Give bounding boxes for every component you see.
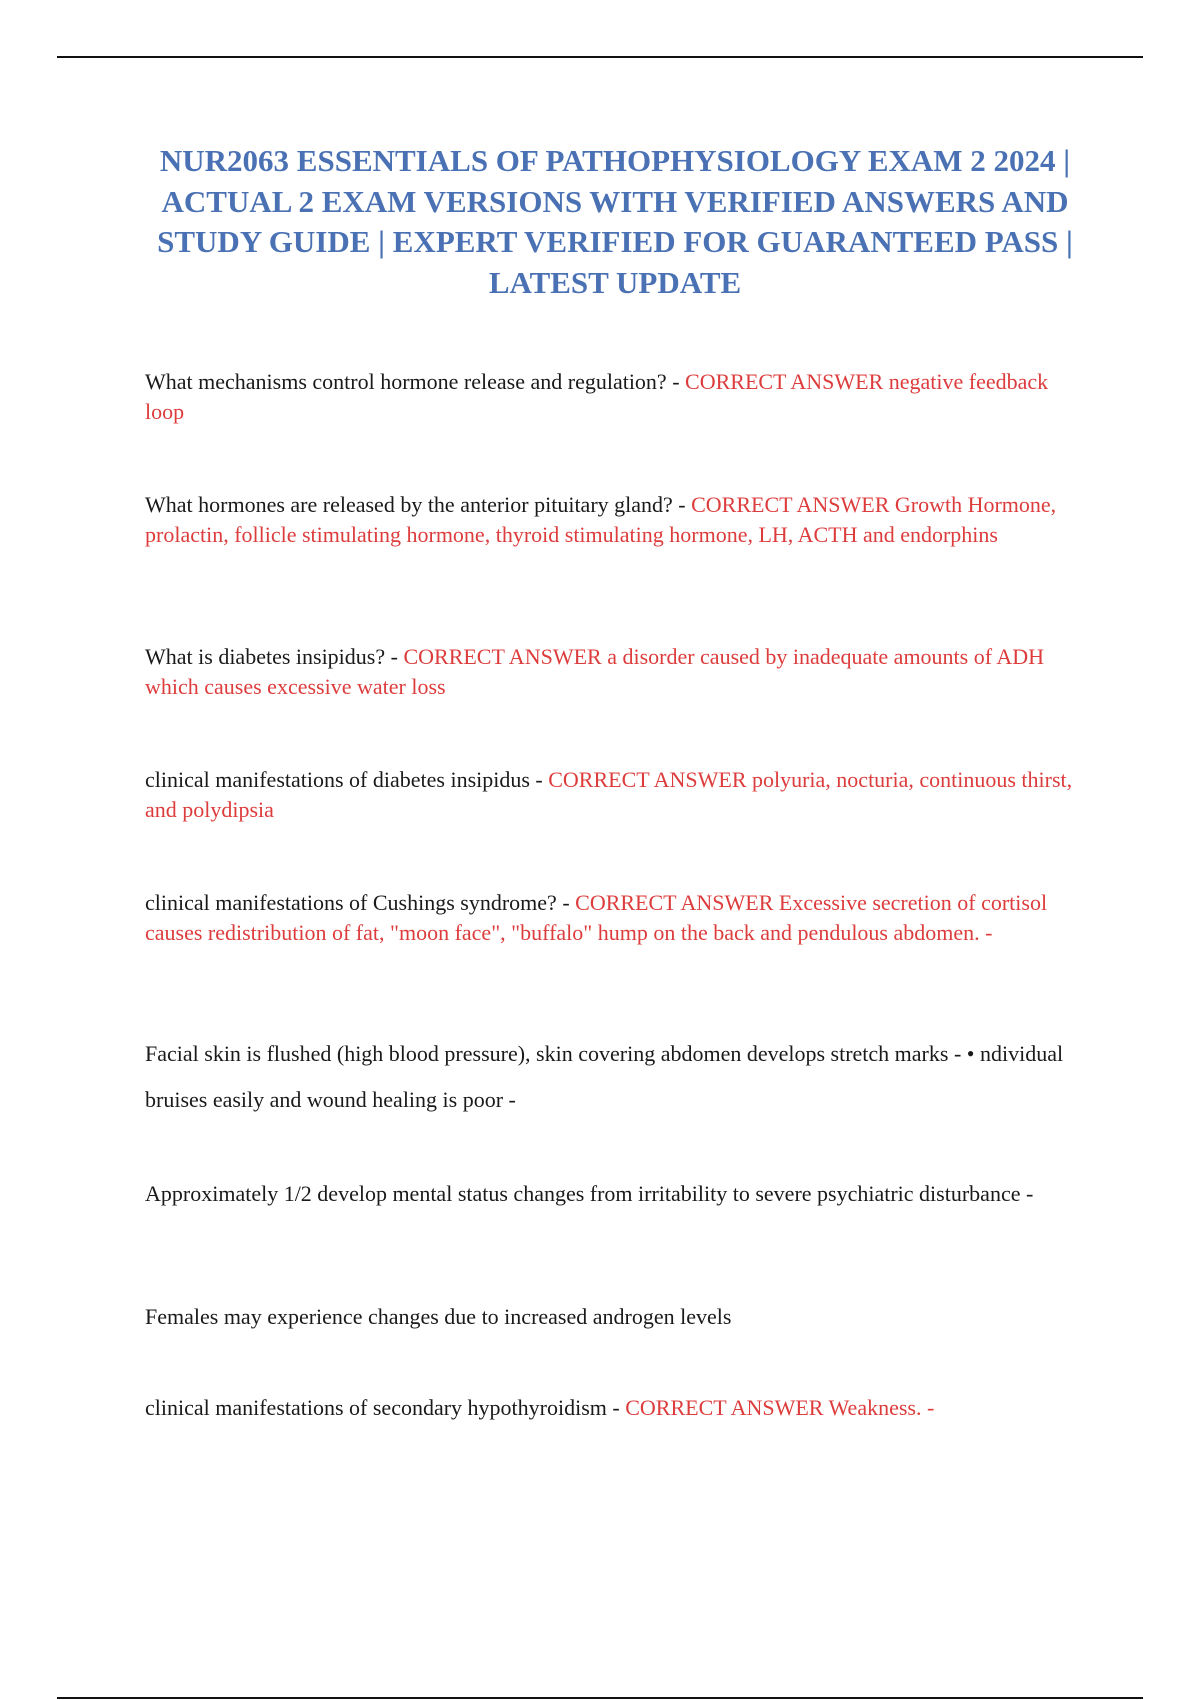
bottom-rule [57, 1697, 1143, 1699]
question-text: What is diabetes insipidus? - [145, 644, 404, 669]
qa-item-2 [145, 490, 1090, 550]
answer-text: CORRECT ANSWER polyuria, nocturia, continuous thirst, and polydipsia [145, 767, 1073, 822]
qa-item-9 [145, 1393, 1090, 1423]
qa-item-3 [145, 642, 1090, 702]
question-text: clinical manifestations of Cushings syndrome? - [145, 890, 576, 915]
answer-text: CORRECT ANSWER a disorder caused by inadequate amounts of ADH which causes excessive water loss [145, 644, 1045, 699]
question-text: Females may experience changes due to increased androgen levels [145, 1304, 732, 1329]
answer-text: CORRECT ANSWER negative feedback loop [145, 369, 1049, 424]
document-title: NUR2063 ESSENTIALS OF PATHOPHYSIOLOGY EXAM 2 2024 | ACTUAL 2 EXAM VERSIONS WITH VERIFIED ANSWERS AND STUDY GUIDE | EXPERT VERIFIED FOR GUARANTEED PASS | LATEST UPDATE [157, 143, 1073, 300]
question-text: What hormones are released by the anterior pituitary gland? - [145, 492, 692, 517]
qa-item-4 [145, 765, 1090, 825]
question-text: clinical manifestations of diabetes insipidus - [145, 767, 549, 792]
answer-text: CORRECT ANSWER Excessive secretion of cortisol causes redistribution of fat, "moon face", "buffalo" hump on the back and pendulous abdomen. - [145, 890, 1048, 945]
qa-item-1 [145, 367, 1090, 427]
qa-item-8 [145, 1302, 1090, 1332]
question-text: Approximately 1/2 develop mental status changes from irritability to severe psychiatric disturbance - [145, 1181, 1034, 1206]
answer-text: CORRECT ANSWER Weakness. - [625, 1395, 935, 1420]
answer-text: CORRECT ANSWER Growth Hormone, prolactin, follicle stimulating hormone, thyroid stimulating hormone, LH, ACTH and endorphins [145, 492, 1057, 547]
top-rule [57, 56, 1143, 58]
qa-item-5 [145, 888, 1090, 948]
question-text: What mechanisms control hormone release and regulation? - [145, 369, 686, 394]
question-text: clinical manifestations of secondary hypothyroidism - [145, 1395, 626, 1420]
qa-item-6 [145, 1031, 1090, 1123]
qa-item-7 [145, 1179, 1090, 1209]
question-text: Facial skin is flushed (high blood pressure), skin covering abdomen develops stretch marks - • ndividual bruises easily and wound healing is poor - [145, 1041, 1064, 1112]
